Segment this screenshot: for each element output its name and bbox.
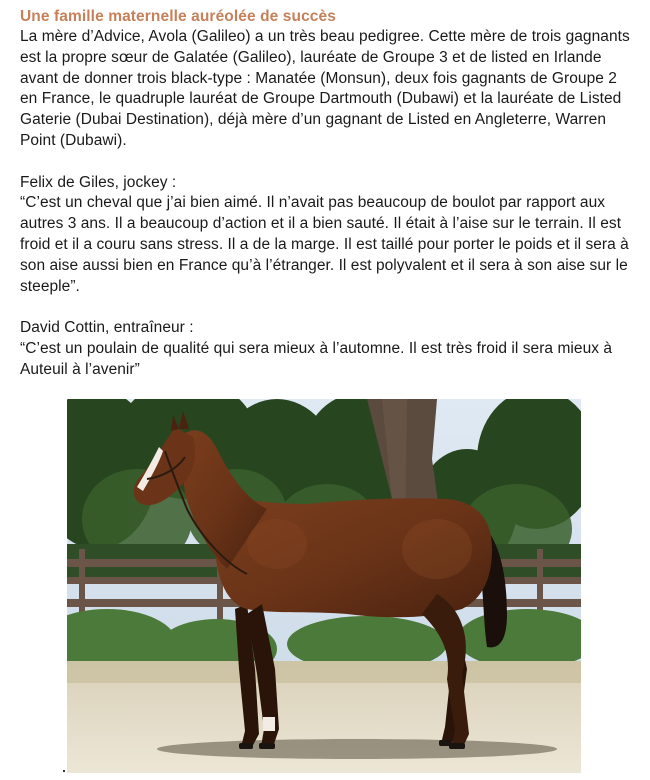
horse-photo [67, 399, 581, 773]
jockey-quote: “C’est un cheval que j’ai bien aimé. Il n’avait pas beaucoup de boulot par rapport aux autres 3 ans. Il a beaucoup d’action et il a bien sauté. Il était à l’aise sur le terrain. Il est froid et il a couru sans stress. Il a de la marge. Il est taillé pour porter le poids et il sera à son aise aussi bien en France qu’à l’étranger. Il est polyvalent et il sera à son aise sur le steeple”. [20, 194, 629, 295]
trainer-quote: “C’est un poulain de qualité qui sera mieux à l’automne. Il est très froid il sera mieux à Auteuil à l’avenir” [20, 339, 613, 378]
article-text [20, 6, 632, 381]
pedigree-paragraph: La mère d’Advice, Avola (Galileo) a un très beau pedigree. Cette mère de trois gagnants est la propre sœur de Galatée (Galileo), lauréate de Groupe 3 et de listed en Irlande avant de donner trois black-type : Manatée (Monsun), deux fois gagnants de Groupe 2 en France, le quadruple lauréat de Groupe Dartmouth (Dubawi) et la lauréate de Listed Gaterie (Dubai Destination), déjà mère d’un gagnant de Listed en Angleterre, Warren Point (Dubawi). [20, 28, 630, 149]
stray-dot [63, 770, 65, 772]
section-heading: Une famille maternelle auréolée de succès [20, 8, 336, 25]
trainer-speaker: David Cottin, entraîneur : [20, 319, 194, 337]
paragraph-spacer [20, 152, 632, 173]
jockey-speaker: Felix de Giles, jockey : [20, 173, 177, 191]
paragraph-spacer [20, 297, 632, 318]
